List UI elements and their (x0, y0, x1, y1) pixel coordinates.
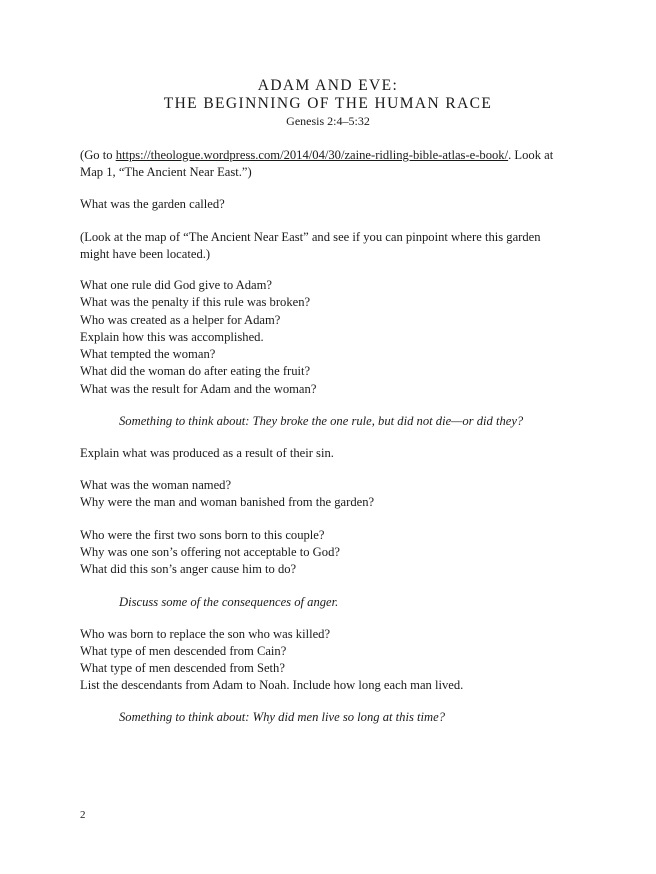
page-title-line1: ADAM AND EVE: (257, 77, 399, 94)
question: Explain how this was accomplished. (80, 330, 264, 344)
intro-prefix: (Go to (80, 148, 116, 162)
question: What did the woman do after eating the fruit? (80, 364, 311, 378)
question: What type of men descended from Seth? (80, 661, 285, 675)
question: What was the woman named? (80, 478, 232, 492)
map-note-line2: might have been located.) (80, 247, 211, 261)
think-note-1: Something to think about: They broke the one rule, but did not die—or did they? (119, 414, 524, 428)
intro-line2: Map 1, “The Ancient Near East.”) (80, 165, 252, 179)
question: Who was created as a helper for Adam? (80, 313, 281, 327)
question: Who was born to replace the son who was killed? (80, 627, 331, 641)
map-note-line1: (Look at the map of “The Ancient Near East” and see if you can pinpoint where this garden (80, 230, 541, 244)
page-number: 2 (80, 809, 86, 821)
question: Why were the man and woman banished from the garden? (80, 495, 375, 509)
think-note-2: Something to think about: Why did men live so long at this time? (119, 710, 445, 724)
question: Why was one son’s offering not acceptable to God? (80, 545, 340, 559)
atlas-link[interactable]: https://theologue.wordpress.com/2014/04/30/zaine-ridling-bible-atlas-e-book/ (115, 148, 509, 162)
question-sin: Explain what was produced as a result of their sin. (80, 446, 334, 460)
question-garden: What was the garden called? (80, 197, 225, 211)
intro-line1 (80, 147, 553, 164)
question: What did this son’s anger cause him to do? (80, 562, 297, 576)
question: What tempted the woman? (80, 347, 216, 361)
page-title-line2: THE BEGINNING OF THE HUMAN RACE (163, 95, 493, 112)
discuss-note: Discuss some of the consequences of anger. (119, 595, 339, 609)
question: What one rule did God give to Adam? (80, 278, 273, 292)
intro-suffix: . Look at (508, 148, 554, 162)
scripture-reference: Genesis 2:4–5:32 (286, 114, 370, 128)
question: List the descendants from Adam to Noah. Include how long each man lived. (80, 678, 464, 692)
question: What type of men descended from Cain? (80, 644, 287, 658)
question: What was the penalty if this rule was broken? (80, 295, 311, 309)
question: Who were the first two sons born to this couple? (80, 528, 325, 542)
question: What was the result for Adam and the woman? (80, 382, 317, 396)
